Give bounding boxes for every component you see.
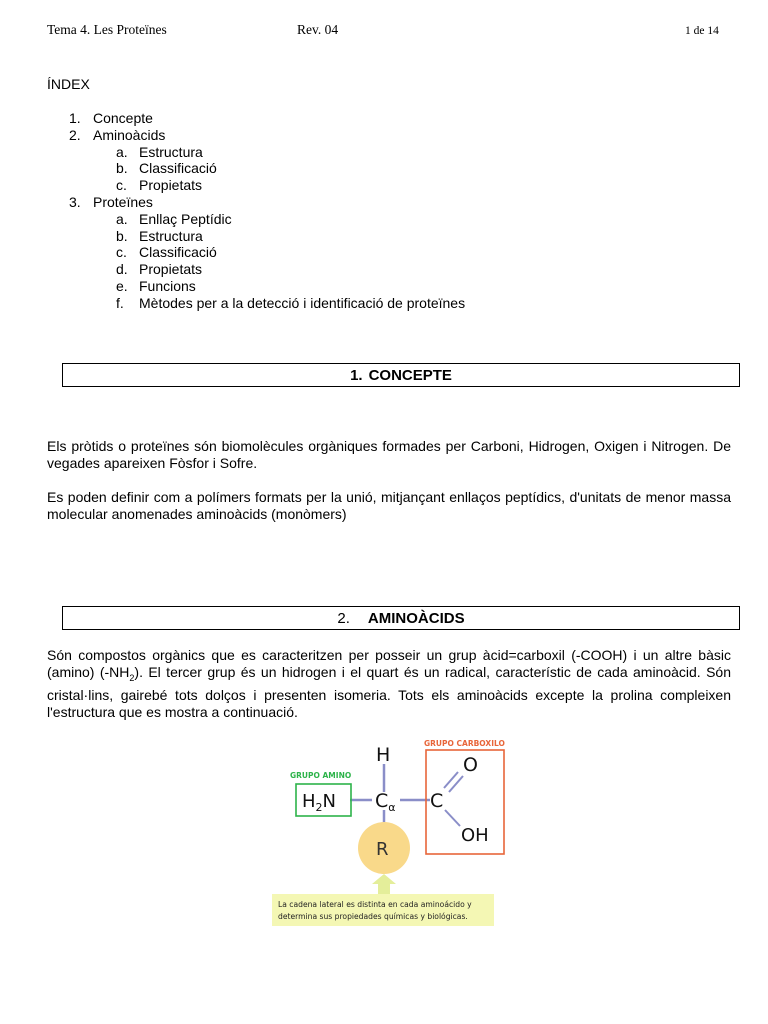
- amino-acid-structure-diagram: [262, 734, 512, 930]
- oxygen-atom: O: [463, 754, 478, 776]
- section-number: 1.: [350, 366, 363, 384]
- carboxyl-carbon-atom: C: [430, 790, 444, 812]
- aminoacids-paragraph: Són compostos orgànics que es caracteritzen per posseir un grup àcid=carboxil (-COOH) i un altre bàsic (amino) $(-NH_2)$. El tercer grup és un hidrogen i el quart és un radical, característic de cada aminoàcid. Són cristal·lins, gairebé tots dolços i presenten isomeria. Tots els aminoàcids excepte la prolina compleixen l'estructura que es mostra a continuació.: [47, 647, 731, 720]
- section-title: CONCEPTE: [368, 366, 452, 384]
- section-title: AMINOÀCIDS: [367, 609, 465, 627]
- section-heading-concepte: [62, 363, 740, 387]
- hydrogen-atom: H: [376, 744, 391, 766]
- amino-group-label: GRUPO AMINO: [290, 771, 352, 780]
- section-number: 2.: [337, 609, 350, 627]
- caption-line-2: determina sus propiedades químicas y biológicas.: [278, 912, 468, 921]
- document-page: Tema 4. Les Proteïnes Rev. 04 1 de 14 ÍNDEX 1. Concepte 2. Aminoàcids a. Estructura b. Classificació c. Propietats 3. Proteïnes a. Enllaç Peptídic b. Estructura c. Classificació d. Propietats e. Funcions f. Mètodes per a la detecció i identificació de proteïnes 1. CONCEPTE Els pròtids o proteïnes són biomolècules orgàniques formades per Carboni, Hidrogen, Oxigen i Nitrogen. De vegades apareixen Fòsfor i Sofre. Es poden definir com a polímers formats per la unió, mitjançant enllaços peptídics, d'unitats de menor massa molecular anomenades aminoàcids (monòmers) 2. AMINOÀCIDS Són compostos orgànics que es caracteritzen per posseir un grup àcid=carboxil (-COOH) i un altre bàsic (amino) $(-NH_2)$. El tercer grup és un hidrogen i el quart és un radical, característic de cada aminoàcid. Són cristal·lins, gairebé tots dolços i presenten isomeria. Tots els aminoàcids excepte la prolina compleixen l'estructura que es mostra a continuació. GRUPO CARBOXILO GRUPO AMINO H $H_2N$ $C_\alpha$ C O OH R La cadena lateral es distinta en cada aminoácido y determina sus propiedades químicas y biológicas.: [0, 0, 768, 1024]
- header-title: Tema 4. Les Proteïnes: [47, 22, 167, 37]
- alpha-carbon-atom: $C_\alpha$: [375, 790, 396, 814]
- section-heading-aminoacids: [62, 606, 740, 630]
- header-page-number: 1 de 14: [685, 25, 719, 37]
- amine-group-text: $H_2N$: [302, 791, 337, 814]
- concepte-paragraph-2: Es poden definir com a polímers formats per la unió, mitjançant enllaços peptídics, d'unitats de menor massa molecular anomenades aminoàcids (monòmers): [47, 489, 731, 522]
- up-arrow-icon: [372, 874, 396, 894]
- hydroxyl-group: OH: [461, 825, 489, 846]
- index-heading: ÍNDEX: [47, 76, 90, 92]
- bond-c-oh: [445, 810, 460, 826]
- concepte-paragraph-1: Els pròtids o proteïnes són biomolècules orgàniques formades per Carboni, Hidrogen, Oxigen i Nitrogen. De vegades apareixen Fòsfor i Sofre.: [47, 438, 731, 471]
- carboxyl-group-label: GRUPO CARBOXILO: [424, 739, 505, 748]
- radical-label: R: [376, 839, 389, 860]
- header-revision: Rev. 04: [297, 22, 339, 37]
- caption-box: [272, 894, 494, 926]
- caption-line-1: La cadena lateral es distinta en cada aminoácido y: [278, 900, 472, 909]
